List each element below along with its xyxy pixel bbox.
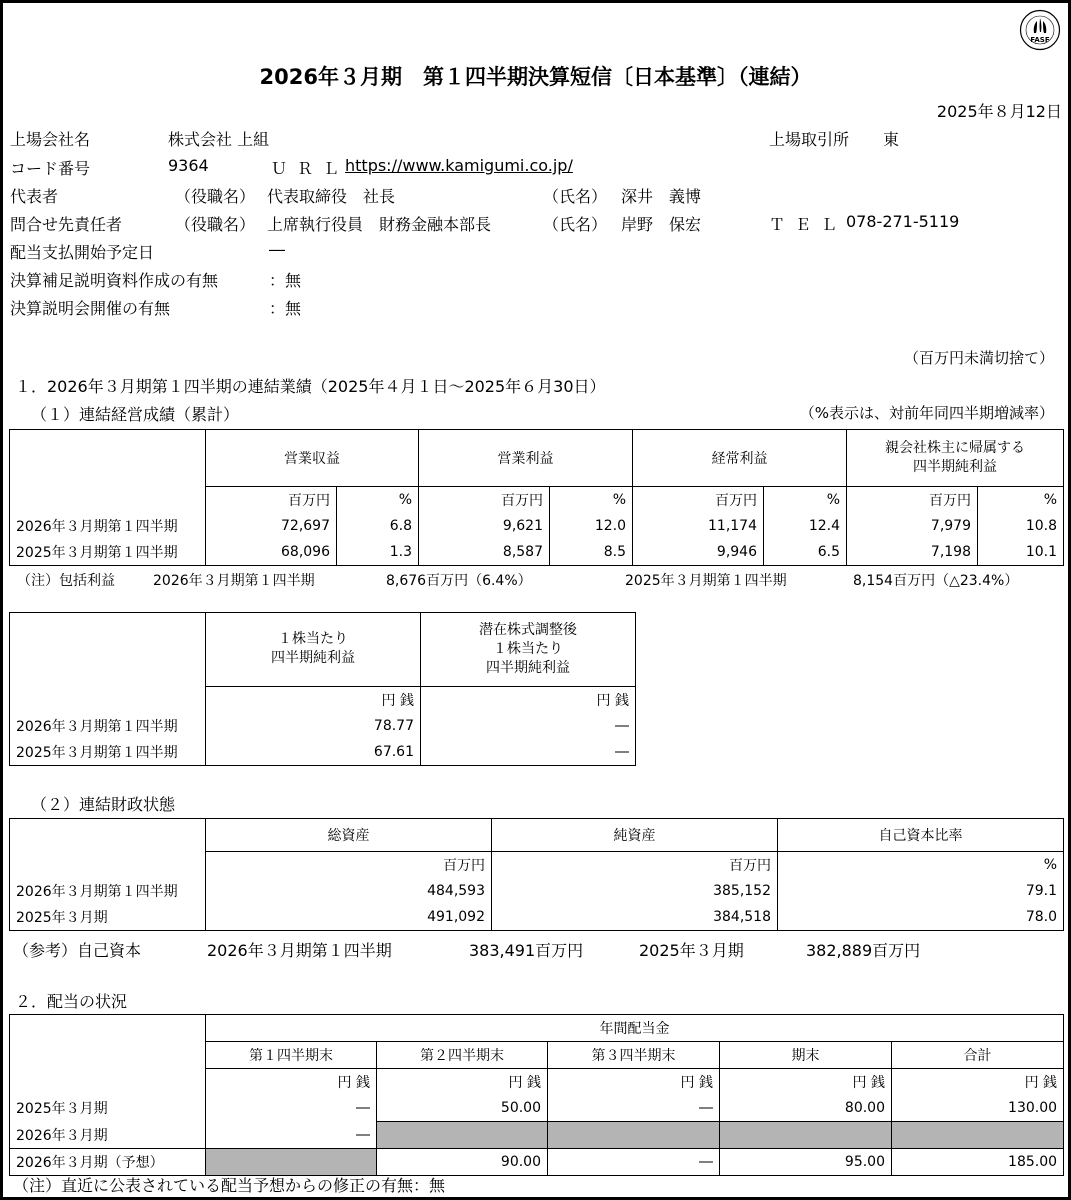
- header-q1-end: 第１四半期末: [206, 1042, 377, 1069]
- results-unit-row: [10, 487, 1064, 514]
- header-q2-end: 第２四半期末: [377, 1042, 548, 1069]
- briefing-value: ：無: [269, 299, 302, 318]
- contact-position: 上席執行役員 財務金融本部長: [267, 215, 492, 234]
- table-cell: 9,621: [419, 513, 550, 539]
- table-cell: 484,593: [206, 878, 492, 904]
- contact-name: 岸野 保宏: [621, 215, 702, 234]
- table-cell: 78.77: [206, 713, 421, 739]
- unit-cell: 円 銭: [720, 1069, 892, 1096]
- unit-cell: %: [978, 487, 1064, 514]
- blank-cell: [10, 1069, 206, 1096]
- unit-cell: %: [764, 487, 847, 514]
- header-operating-revenue: 営業収益: [206, 430, 419, 487]
- tel-number: 078-271-5119: [846, 212, 960, 231]
- table-cell: 95.00: [720, 1149, 892, 1176]
- equity-ref-period2: 2025年３月期: [639, 941, 744, 960]
- unit-note: （百万円未満切捨て）: [903, 349, 1054, 367]
- fasf-logo: [1019, 9, 1061, 51]
- table-row: [10, 739, 636, 766]
- table-cell: 6.8: [337, 513, 419, 539]
- table-cell: ―: [206, 1122, 377, 1149]
- unit-cell: %: [778, 851, 1064, 878]
- unit-cell: 円 銭: [548, 1069, 720, 1096]
- table-cell: 72,697: [206, 513, 337, 539]
- equity-ref-value1: 383,491百万円: [469, 941, 584, 960]
- briefing-label: 決算説明会開催の有無: [10, 299, 171, 318]
- table-cell: 185.00: [892, 1149, 1064, 1176]
- dividend-revision-note: （注）直近に公表されている配当予想からの修正の有無：無: [13, 1176, 446, 1195]
- operating-results-table: [9, 429, 1064, 566]
- supplementary-label: 決算補足説明資料作成の有無: [10, 271, 219, 290]
- row-label: 2026年３月期（予想）: [10, 1149, 206, 1176]
- table-cell: 50.00: [377, 1095, 548, 1122]
- rep-person-label: （氏名）: [543, 187, 608, 206]
- header-net-income: [847, 430, 1064, 487]
- table-cell: 6.5: [764, 539, 847, 566]
- table-cell: 8,587: [419, 539, 550, 566]
- url-label: ＵＲＬ: [271, 159, 350, 178]
- row-label: 2026年３月期: [10, 1122, 206, 1149]
- unit-cell: 円 銭: [206, 1069, 377, 1096]
- contact-label: 問合せ先責任者: [10, 215, 123, 234]
- table-cell: 491,092: [206, 904, 492, 931]
- row-label: 2026年３月期第１四半期: [10, 513, 206, 539]
- shaded-cell: [206, 1149, 377, 1176]
- company-name: 株式会社 上組: [168, 130, 270, 149]
- code-number: 9364: [168, 156, 209, 175]
- shaded-cell: [720, 1122, 892, 1149]
- rep-name: 深井 義博: [621, 187, 702, 206]
- row-label: 2025年３月期: [10, 1095, 206, 1122]
- table-cell: 12.4: [764, 513, 847, 539]
- report-date: 2025年８月12日: [936, 102, 1062, 121]
- eps-corner-cell: [10, 613, 206, 687]
- table-cell: 90.00: [377, 1149, 548, 1176]
- header-diluted-line1: 潜在株式調整後: [479, 621, 577, 638]
- financial-unit-row: [10, 851, 1064, 878]
- table-cell: 7,198: [847, 539, 978, 566]
- comprehensive-value2: 8,154百万円（△23.4%）: [853, 573, 1019, 589]
- table-cell: 80.00: [720, 1095, 892, 1122]
- table-cell: ―: [421, 713, 636, 739]
- comprehensive-value1: 8,676百万円（6.4%）: [386, 573, 532, 589]
- table-cell: 67.61: [206, 739, 421, 766]
- unit-cell: 円 銭: [206, 686, 421, 713]
- header-net-assets: 純資産: [492, 819, 778, 852]
- exchange: 東: [883, 130, 900, 149]
- table-cell: ―: [421, 739, 636, 766]
- row-label: 2025年３月期第１四半期: [10, 539, 206, 566]
- row-label: 2026年３月期第１四半期: [10, 713, 206, 739]
- header-net-income-line1: 親会社株主に帰属する: [885, 440, 1025, 456]
- header-diluted-line3: 四半期純利益: [486, 659, 570, 676]
- financial-header-row: [10, 819, 1064, 852]
- section2-title: ２．配当の状況: [15, 992, 128, 1011]
- dividend-table: [9, 1014, 1064, 1176]
- header-year-end: 期末: [720, 1042, 892, 1069]
- table-cell: 1.3: [337, 539, 419, 566]
- table-cell: 384,518: [492, 904, 778, 931]
- table-cell: 8.5: [550, 539, 633, 566]
- comprehensive-period1: 2026年３月期第１四半期: [153, 573, 315, 589]
- comprehensive-income-label: （注）包括利益: [17, 573, 115, 589]
- table-cell: 10.8: [978, 513, 1064, 539]
- unit-cell: 百万円: [492, 851, 778, 878]
- equity-ref-period1: 2026年３月期第１四半期: [207, 941, 392, 960]
- table-cell: 9,946: [633, 539, 764, 566]
- subsection2-title: （２）連結財政状態: [31, 795, 176, 814]
- unit-cell: 百万円: [206, 487, 337, 514]
- section1-title: １．2026年３月期第１四半期の連結業績（2025年４月１日～2025年６月30日）: [15, 377, 606, 396]
- header-operating-profit: 営業利益: [419, 430, 633, 487]
- financial-corner-cell: [10, 819, 206, 852]
- shaded-cell: [892, 1122, 1064, 1149]
- company-url-link[interactable]: https://www.kamigumi.co.jp/: [345, 156, 573, 175]
- dividend-start-value: ―: [269, 240, 285, 259]
- table-row: [10, 904, 1064, 931]
- svg-text:FASF: FASF: [1030, 36, 1050, 44]
- table-cell: 385,152: [492, 878, 778, 904]
- results-corner-cell: [10, 430, 206, 487]
- dividend-corner-cell: [10, 1015, 206, 1042]
- blank-cell: [10, 1042, 206, 1069]
- subsection1-title: （１）連結経営成績（累計）: [31, 405, 240, 424]
- eps-unit-row: [10, 686, 636, 713]
- financial-position-table: [9, 818, 1064, 931]
- unit-cell: 円 銭: [421, 686, 636, 713]
- contact-position-label: （役職名）: [175, 215, 256, 234]
- equity-ref-value2: 382,889百万円: [806, 941, 921, 960]
- shaded-cell: [377, 1122, 548, 1149]
- percent-note: （%表示は、対前年同四半期増減率）: [799, 404, 1054, 422]
- blank-cell: [10, 686, 206, 713]
- rep-position-label: （役職名）: [175, 187, 256, 206]
- shaded-cell: [548, 1122, 720, 1149]
- representative-label: 代表者: [10, 187, 59, 206]
- row-label: 2025年３月期: [10, 904, 206, 931]
- unit-cell: 百万円: [419, 487, 550, 514]
- table-row: [10, 878, 1064, 904]
- header-net-income-line2: 四半期純利益: [913, 459, 997, 475]
- table-row: [10, 1149, 1064, 1176]
- table-row: [10, 1095, 1064, 1122]
- header-total: 合計: [892, 1042, 1064, 1069]
- header-eps-line1: １株当たり: [278, 631, 348, 648]
- dividend-start-label: 配当支払開始予定日: [10, 243, 155, 262]
- eps-table: [9, 612, 636, 766]
- exchange-label: 上場取引所: [769, 130, 850, 149]
- header-diluted-line2: １株当たり: [493, 640, 563, 657]
- table-row: [10, 513, 1064, 539]
- dividend-header-row: [10, 1042, 1064, 1069]
- tel-label: ＴＥＬ: [769, 215, 848, 234]
- table-cell: 11,174: [633, 513, 764, 539]
- unit-cell: %: [550, 487, 633, 514]
- code-label: コード番号: [10, 159, 91, 178]
- table-cell: ―: [548, 1149, 720, 1176]
- header-ordinary-profit: 経常利益: [633, 430, 847, 487]
- unit-cell: 円 銭: [892, 1069, 1064, 1096]
- table-cell: 130.00: [892, 1095, 1064, 1122]
- blank-cell: [10, 487, 206, 514]
- equity-ref-label: （参考）自己資本: [13, 941, 142, 960]
- table-cell: 68,096: [206, 539, 337, 566]
- unit-cell: 百万円: [847, 487, 978, 514]
- header-annual-dividend: 年間配当金: [206, 1015, 1064, 1042]
- blank-cell: [10, 851, 206, 878]
- unit-cell: 百万円: [206, 851, 492, 878]
- table-cell: ―: [548, 1095, 720, 1122]
- rep-position: 代表取締役 社長: [267, 187, 396, 206]
- table-cell: 10.1: [978, 539, 1064, 566]
- company-name-label: 上場会社名: [10, 130, 91, 149]
- results-header-row: [10, 430, 1064, 487]
- unit-cell: 百万円: [633, 487, 764, 514]
- table-cell: 7,979: [847, 513, 978, 539]
- row-label: 2025年３月期第１四半期: [10, 739, 206, 766]
- table-row: [10, 713, 636, 739]
- row-label: 2026年３月期第１四半期: [10, 878, 206, 904]
- header-equity-ratio: 自己資本比率: [778, 819, 1064, 852]
- header-q3-end: 第３四半期末: [548, 1042, 720, 1069]
- header-total-assets: 総資産: [206, 819, 492, 852]
- dividend-unit-row: [10, 1069, 1064, 1096]
- eps-header-row: [10, 613, 636, 687]
- header-eps-line2: 四半期純利益: [271, 650, 355, 667]
- comprehensive-period2: 2025年３月期第１四半期: [625, 573, 787, 589]
- header-diluted-eps: [421, 613, 636, 687]
- contact-person-label: （氏名）: [543, 215, 608, 234]
- table-cell: 78.0: [778, 904, 1064, 931]
- table-row: [10, 539, 1064, 566]
- header-eps: [206, 613, 421, 687]
- table-cell: ―: [206, 1095, 377, 1122]
- unit-cell: 円 銭: [377, 1069, 548, 1096]
- table-cell: 12.0: [550, 513, 633, 539]
- document-title: 2026年３月期 第１四半期決算短信〔日本基準〕（連結）: [259, 65, 812, 89]
- unit-cell: %: [337, 487, 419, 514]
- dividend-group-header-row: [10, 1015, 1064, 1042]
- supplementary-value: ：無: [269, 271, 302, 290]
- table-row: [10, 1122, 1064, 1149]
- table-cell: 79.1: [778, 878, 1064, 904]
